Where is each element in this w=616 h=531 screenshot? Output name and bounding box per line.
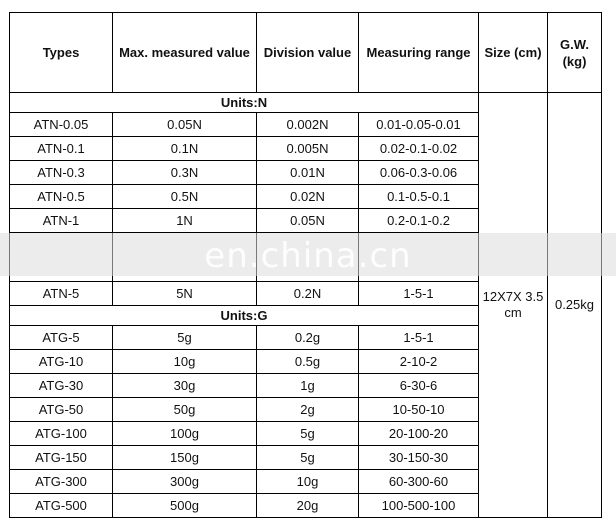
cell-range: 0.02-0.1-0.02 bbox=[359, 137, 479, 161]
cell-range: 30-150-30 bbox=[359, 446, 479, 470]
cell-division: 0.002N bbox=[257, 113, 359, 137]
cell-division: 0.005N bbox=[257, 137, 359, 161]
cell-range: 6-30-6 bbox=[359, 374, 479, 398]
cell-range: 0.2-0.1-0.2 bbox=[359, 209, 479, 233]
cell-range: 1-5-1 bbox=[359, 282, 479, 306]
cell-max: 300g bbox=[113, 470, 257, 494]
cell-division: 1g bbox=[257, 374, 359, 398]
shared-gw: 0.25kg bbox=[548, 93, 602, 518]
cell-max: 5g bbox=[113, 326, 257, 350]
cell-division: 2g bbox=[257, 398, 359, 422]
cell-type: ATG-500 bbox=[10, 494, 113, 518]
cell-max: 0.05N bbox=[113, 113, 257, 137]
cell-type: ATN-0.5 bbox=[10, 185, 113, 209]
watermark-text: en.china.cn bbox=[204, 236, 412, 276]
cell-type: ATG-10 bbox=[10, 350, 113, 374]
cell-max: 0.3N bbox=[113, 161, 257, 185]
header-types: Types bbox=[10, 13, 113, 93]
header-range: Measuring range bbox=[359, 13, 479, 93]
header-row bbox=[10, 13, 602, 93]
section-g-label: Units:G bbox=[10, 306, 479, 326]
cell-division: 0.5g bbox=[257, 350, 359, 374]
cell-max: 5N bbox=[113, 282, 257, 306]
cell-max: 50g bbox=[113, 398, 257, 422]
cell-type: ATN-0.3 bbox=[10, 161, 113, 185]
cell-range: 0.06-0.3-0.06 bbox=[359, 161, 479, 185]
cell-max: 0.1N bbox=[113, 137, 257, 161]
cell-type: ATG-300 bbox=[10, 470, 113, 494]
cell-range: 10-50-10 bbox=[359, 398, 479, 422]
cell-type: ATG-30 bbox=[10, 374, 113, 398]
cell-division: 10g bbox=[257, 470, 359, 494]
cell-type: ATN-5 bbox=[10, 282, 113, 306]
cell-division: 0.02N bbox=[257, 185, 359, 209]
cell-division: 5g bbox=[257, 422, 359, 446]
cell-range: 0.01-0.05-0.01 bbox=[359, 113, 479, 137]
cell-division: 5g bbox=[257, 446, 359, 470]
cell-range: 0.1-0.5-0.1 bbox=[359, 185, 479, 209]
cell-type: ATN-0.1 bbox=[10, 137, 113, 161]
cell-max: 0.5N bbox=[113, 185, 257, 209]
shared-size: 12X7X 3.5 cm bbox=[479, 93, 548, 518]
cell-max: 100g bbox=[113, 422, 257, 446]
section-n-row bbox=[10, 93, 602, 113]
cell-max: 10g bbox=[113, 350, 257, 374]
header-size: Size (cm) bbox=[479, 13, 548, 93]
cell-max: 1N bbox=[113, 209, 257, 233]
cell-type: ATG-50 bbox=[10, 398, 113, 422]
cell-range: 20-100-20 bbox=[359, 422, 479, 446]
cell-division: 0.2N bbox=[257, 282, 359, 306]
cell-range: 1-5-1 bbox=[359, 326, 479, 350]
cell-division: 0.01N bbox=[257, 161, 359, 185]
cell-division: 0.05N bbox=[257, 209, 359, 233]
cell-range: 60-300-60 bbox=[359, 470, 479, 494]
cell-type: ATG-5 bbox=[10, 326, 113, 350]
cell-max: 500g bbox=[113, 494, 257, 518]
cell-type: ATG-100 bbox=[10, 422, 113, 446]
header-division: Division value bbox=[257, 13, 359, 93]
cell-type: ATN-1 bbox=[10, 209, 113, 233]
section-n-label: Units:N bbox=[10, 93, 479, 113]
cell-type: ATN-0.05 bbox=[10, 113, 113, 137]
cell-max: 30g bbox=[113, 374, 257, 398]
header-gw: G.W. (kg) bbox=[548, 13, 602, 93]
cell-range: 100-500-100 bbox=[359, 494, 479, 518]
cell-max: 150g bbox=[113, 446, 257, 470]
cell-range: 2-10-2 bbox=[359, 350, 479, 374]
header-max-value: Max. measured value bbox=[113, 13, 257, 93]
cell-type: ATG-150 bbox=[10, 446, 113, 470]
cell-division: 0.2g bbox=[257, 326, 359, 350]
cell-division: 20g bbox=[257, 494, 359, 518]
